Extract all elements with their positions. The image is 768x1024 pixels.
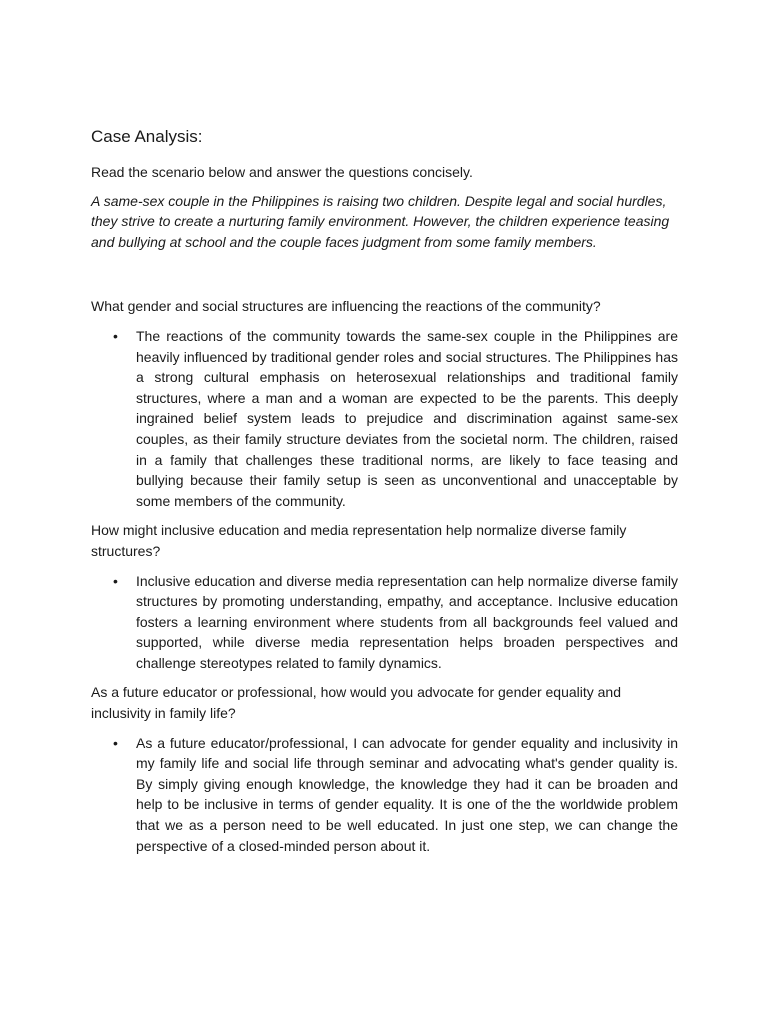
answer-1-text: The reactions of the community towards the same-sex couple in the Philippines are heavily influenced by traditional gender roles and social structures. The Philippines has a strong cultural emphasis on heterosexual relationships and traditional family structures, where a man and a woman are expected to be the parents. This deeply ingrained belief system leads to prejudice and discrimination against same-sex couples, as their family structure deviates from the societal norm. The children, raised in a family that challenges these traditional norms, are likely to face teasing and bullying because their family setup is seen as unconventional and unacceptable by some members of the community. [136, 327, 678, 509]
answer-list-1 [91, 326, 678, 511]
answer-2 [91, 571, 678, 674]
answer-list-2 [91, 571, 678, 674]
document-page [91, 124, 678, 865]
answer-2-text: Inclusive education and diverse media representation can help normalize diverse family structures by promoting understanding, empathy, and acceptance. Inclusive education fosters a learning environment where students from all backgrounds feel valued and supported, while diverse media representation helps broaden perspectives and challenge stereotypes related to family dynamics. [136, 572, 678, 671]
page-title: Case Analysis: [91, 127, 203, 146]
scenario-text: A same-sex couple in the Philippines is raising two children. Despite legal and social hurdles, they strive to create a nurturing family environment. However, the children experience teasing and bullying at school and the couple faces judgment from some family members. [91, 192, 670, 250]
question-2: How might inclusive education and media representation help normalize diverse family structures? [91, 522, 627, 559]
question-3: As a future educator or professional, how would you advocate for gender equality and inclusivity in family life? [91, 684, 621, 722]
bullet-icon: • [113, 734, 118, 751]
question-1: What gender and social structures are influencing the reactions of the community? [91, 298, 601, 315]
answer-3-text: As a future educator/professional, I can advocate for gender equality and inclusivity in my family life and social life through seminar and advocating what's gender quality is. By simply giving enough knowledge, the knowledge they had it can be broaden and help to be inclusive in terms of gender equality. It is one of the the worldwide problem that we as a person need to be well educated. In just one step, we can change the perspective of a closed-minded person about it. [136, 734, 678, 854]
answer-1 [91, 326, 678, 511]
bullet-icon: • [113, 572, 118, 589]
answer-list-3 [91, 733, 678, 857]
bullet-icon: • [113, 327, 118, 344]
instructions-text: Read the scenario below and answer the questions concisely. [91, 164, 473, 180]
answer-3 [91, 733, 678, 857]
